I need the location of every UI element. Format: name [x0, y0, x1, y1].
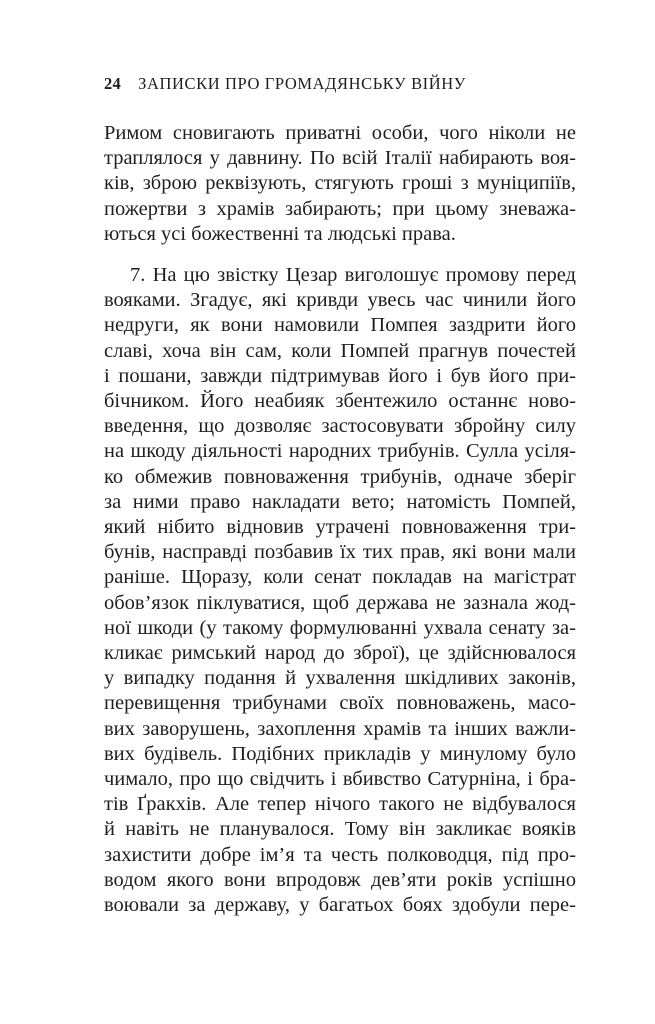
text-block [104, 121, 576, 918]
page-header [104, 74, 576, 94]
text-line: обов’язок піклуватися, щоб держава не зазнала жод- [104, 591, 576, 614]
text-line: вих будівель. Подібних прикладів у минулому було [104, 742, 576, 765]
text-line: ко обмежив повноваження трибунів, одначе зберіг [104, 465, 576, 488]
text-line: і пошани, завжди підтримував його і був його при- [104, 364, 576, 387]
text-line: воювали за державу, у багатьох боях здобули пере- [104, 894, 576, 917]
text-line: славі, хоча він сам, коли Помпей прагнув почестей [104, 339, 576, 362]
text-line: чимало, про що свідчить і вбивство Сатурніна, і бра- [104, 768, 576, 791]
text-line: вояками. Згадує, які кривди увесь час чинили його [104, 289, 576, 312]
text-line: ної шкоди (у такому формулюванні ухвала сенату за- [104, 616, 576, 639]
text-line: тів Ґракхів. Але тепер нічого такого не відбувалося [104, 793, 576, 816]
text-line: бічником. Його неабияк збентежило останнє ново- [104, 390, 576, 413]
text-line: у випадку подання й ухвалення шкідливих законів, [104, 667, 576, 690]
text-line: на шкоду діяльності народних трибунів. Сулла усіля- [104, 440, 576, 463]
text-line: водом якого вони впродовж дев’яти років успішно [104, 868, 576, 891]
text-line: недруги, як вони намовили Помпея заздрити його [104, 314, 576, 337]
page-number: 24 [104, 74, 122, 93]
text-line: за ними право накладати вето; натомість Помпей, [104, 490, 576, 513]
text-line: бунів, насправді позбавив їх тих прав, які вони мали [104, 541, 576, 564]
text-line: й навіть не планувалося. Тому він закликає вояків [104, 818, 576, 841]
text-line: Римом сновигають приватні особи, чого ніколи не [104, 122, 576, 144]
text-line: який нібито відновив утрачені повноваження три- [104, 516, 576, 539]
text-line: введення, що дозволяє застосовувати збройну силу [104, 415, 576, 438]
text-line: траплялося у давнину. По всій Італії набирають воя- [104, 147, 576, 170]
text-line: 7. На цю звістку Цезар виголошує промову перед [130, 264, 576, 287]
text-line: пожертви з храмів забирають; при цьому зневажа- [104, 197, 576, 220]
text-line: перевищення трибунами своїх повноважень, масо- [104, 692, 576, 715]
text-line: вих заворушень, захоплення храмів та інших важли- [104, 717, 576, 740]
text-line: раніше. Щоразу, коли сенат покладав на магістрат [104, 566, 576, 589]
paragraph [104, 263, 576, 918]
text-line: ються усі божественні та людські права. [104, 222, 456, 245]
text-line: кликає римський народ до зброї), це здійснювалося [104, 642, 576, 665]
paragraph [104, 121, 576, 247]
text-line: ків, зброю реквізують, стягують гроші з муніципіїв, [104, 172, 576, 195]
text-line: захистити добре ім’я та честь полководця, під про- [104, 843, 576, 866]
running-title: ЗАПИСКИ ПРО ГРОМАДЯНСЬКУ ВІЙНУ [138, 74, 467, 93]
